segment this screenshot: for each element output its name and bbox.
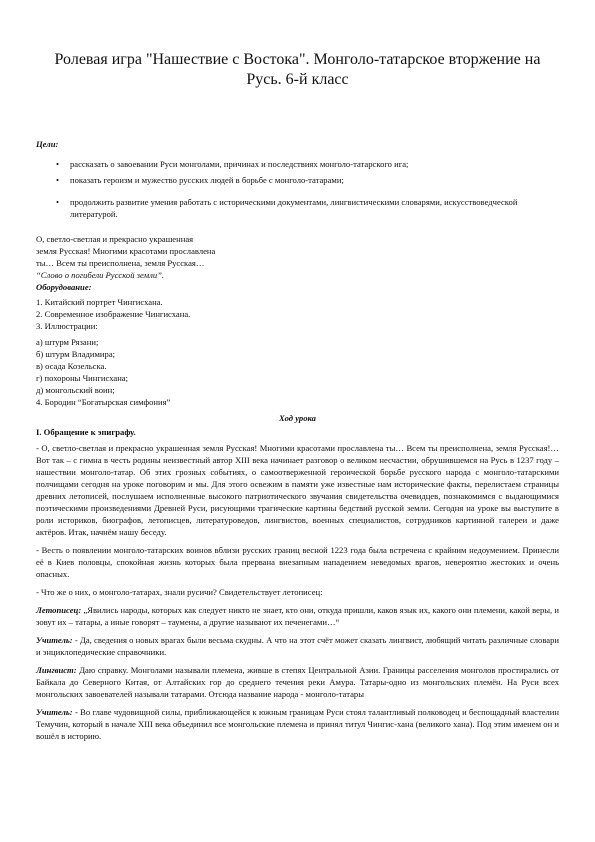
goal-item: • продолжить развитие умения работать с историческими документами, лингвистическими словарями, искусствоведческой литературой. [56, 197, 518, 219]
lesson-paragraph: - Что же о них, о монголо-татарах, знали русичи? Свидетельствует летописец: [36, 587, 323, 597]
goal-item: • рассказать о завоевании Руси монголами, причинах и последствиях монголо-татарского ига; [56, 159, 409, 169]
illustration-item: д) монгольский воин; [36, 385, 115, 395]
illustration-item: г) похороны Чингисхана; [36, 373, 129, 383]
dialogue-teacher [36, 706, 559, 742]
goals-list [36, 158, 559, 220]
dialogue-linguist [36, 664, 559, 700]
illustration-item: в) осада Козельска. [36, 361, 107, 371]
goal-item: • показать героизм и мужество русских людей в борьбе с монголо-татарами; [56, 175, 344, 185]
epigraph [36, 233, 559, 281]
equipment-item: 2. Современное изображение Чингисхана. [36, 309, 191, 319]
speaker-text: Даю справку. Монголами называли племена, живше в степях Центральной Азии. Границы расселения монголов простирались от Байкала до Северного Китая, от Алтайских гор до среднего течения реки Амура. Татары-одно из монгольских племён. На Руси всех монгольских завоевателей называли татарами. Отсюда название народа - монголо-татары [36, 665, 559, 699]
bullet-icon: • [56, 197, 60, 207]
illustration-item: а) штурм Рязани; [36, 337, 99, 347]
speaker-label: Учитель: [36, 707, 73, 717]
bullet-icon: • [56, 159, 60, 169]
bullet-icon: • [56, 175, 60, 185]
illustrations-list [36, 336, 559, 408]
speaker-text: - Да, сведения о новых врагах были весьма скудны. А что на этот счёт может сказать лингвист, любящий читать различные словари и энциклопедические справочники. [36, 635, 559, 657]
lesson-heading: Ход урока [279, 413, 316, 423]
epigraph-source: “Слово о погибели Русской земли”. [36, 270, 165, 280]
lesson-paragraph: - О, светло-светлая и прекрасно украшенная земля Русская! Многими красотами прославлена ты… Всем ты преисполнена, земля Русская!…Вот так – с гимна в честь родины неизвестный автор XIII века начинает разговор о великом несчастии, обрушившемся на Русь в 1237 году – нашествии монголо-татар. Об этих грозных событиях, о самоотверженной героической борьбе русского народа с монголо-татарскими полчищами сегодня на уроке поговорим и мы. Для этого освежим в памяти уже известные нам исторические факты, перелистаем страницы древних летописей, послушаем исполненные высокого патриотического звучания свидетельства очевидцев, познакомимся с выдающимися поэтическими произведениями Древней Руси, рисующими трагические картины бедствий русской земли. Сегодня на уроке вы выступите в роли историков, биографов, летописцев, литературоведов, лингвистов, военных специалистов, сотрудников картинной галереи и даже актёров. Итак, начнём нашу беседу. [36, 443, 559, 537]
equipment-item: 1. Китайский портрет Чингисхана. [36, 297, 163, 307]
speaker-label: Учитель: [36, 635, 73, 645]
equipment-list [36, 296, 559, 332]
illustration-item: 4. Бородин “Богатырская симфония” [36, 397, 171, 407]
illustration-item: б) штурм Владимира; [36, 349, 116, 359]
page-title: Ролевая игра "Нашествие с Востока". Монголо-татарское вторжение на Русь. 6-й класс [54, 51, 541, 88]
epigraph-line: ты… Всем ты преисполнена, земля Русская… [36, 258, 205, 268]
epigraph-line: О, светло-светлая и прекрасно украшенная [36, 234, 194, 244]
speaker-text: - Во главе чудовищной силы, приближающейся к южным границам Руси стоял талантливый полководец и беспощадный властелин Темучин, который в начале XIII века объединил все монгольские племена и принял титул Чингис-хана (великого хана). Под этим именем он и вошёл в историю. [36, 707, 559, 741]
lesson-paragraph: - Весть о появлении монголо-татарских воинов вблизи русских границ весной 1223 года была встречена с крайним недоумением. Принесли её в Киев половцы, спокойная жизнь которых была прервана внезапным нападением неведомых врагов, невероятно жестоких и очень опасных. [36, 545, 559, 579]
speaker-label: Лингвист: [36, 665, 77, 675]
section-heading: I. Обращение к эпиграфу. [36, 427, 136, 437]
dialogue-teacher [36, 634, 559, 658]
speaker-text: „Явились народы, которых как следует никто не знает, кто они, откуда пришли, каков язык их, какого они племени, какой веры, и зовут их – татары, а иные говорят – таумены, а другие называют их печенегами…“ [36, 605, 559, 627]
epigraph-line: земля Русская! Многими красотами прославлена [36, 246, 216, 256]
equipment-item: 3. Иллюстрации: [36, 321, 98, 331]
dialogue-chronicler [36, 604, 559, 628]
goals-label: Цели: [36, 139, 59, 149]
speaker-label: Летописец: [36, 605, 82, 615]
equipment-label: Оборудование: [36, 282, 92, 292]
